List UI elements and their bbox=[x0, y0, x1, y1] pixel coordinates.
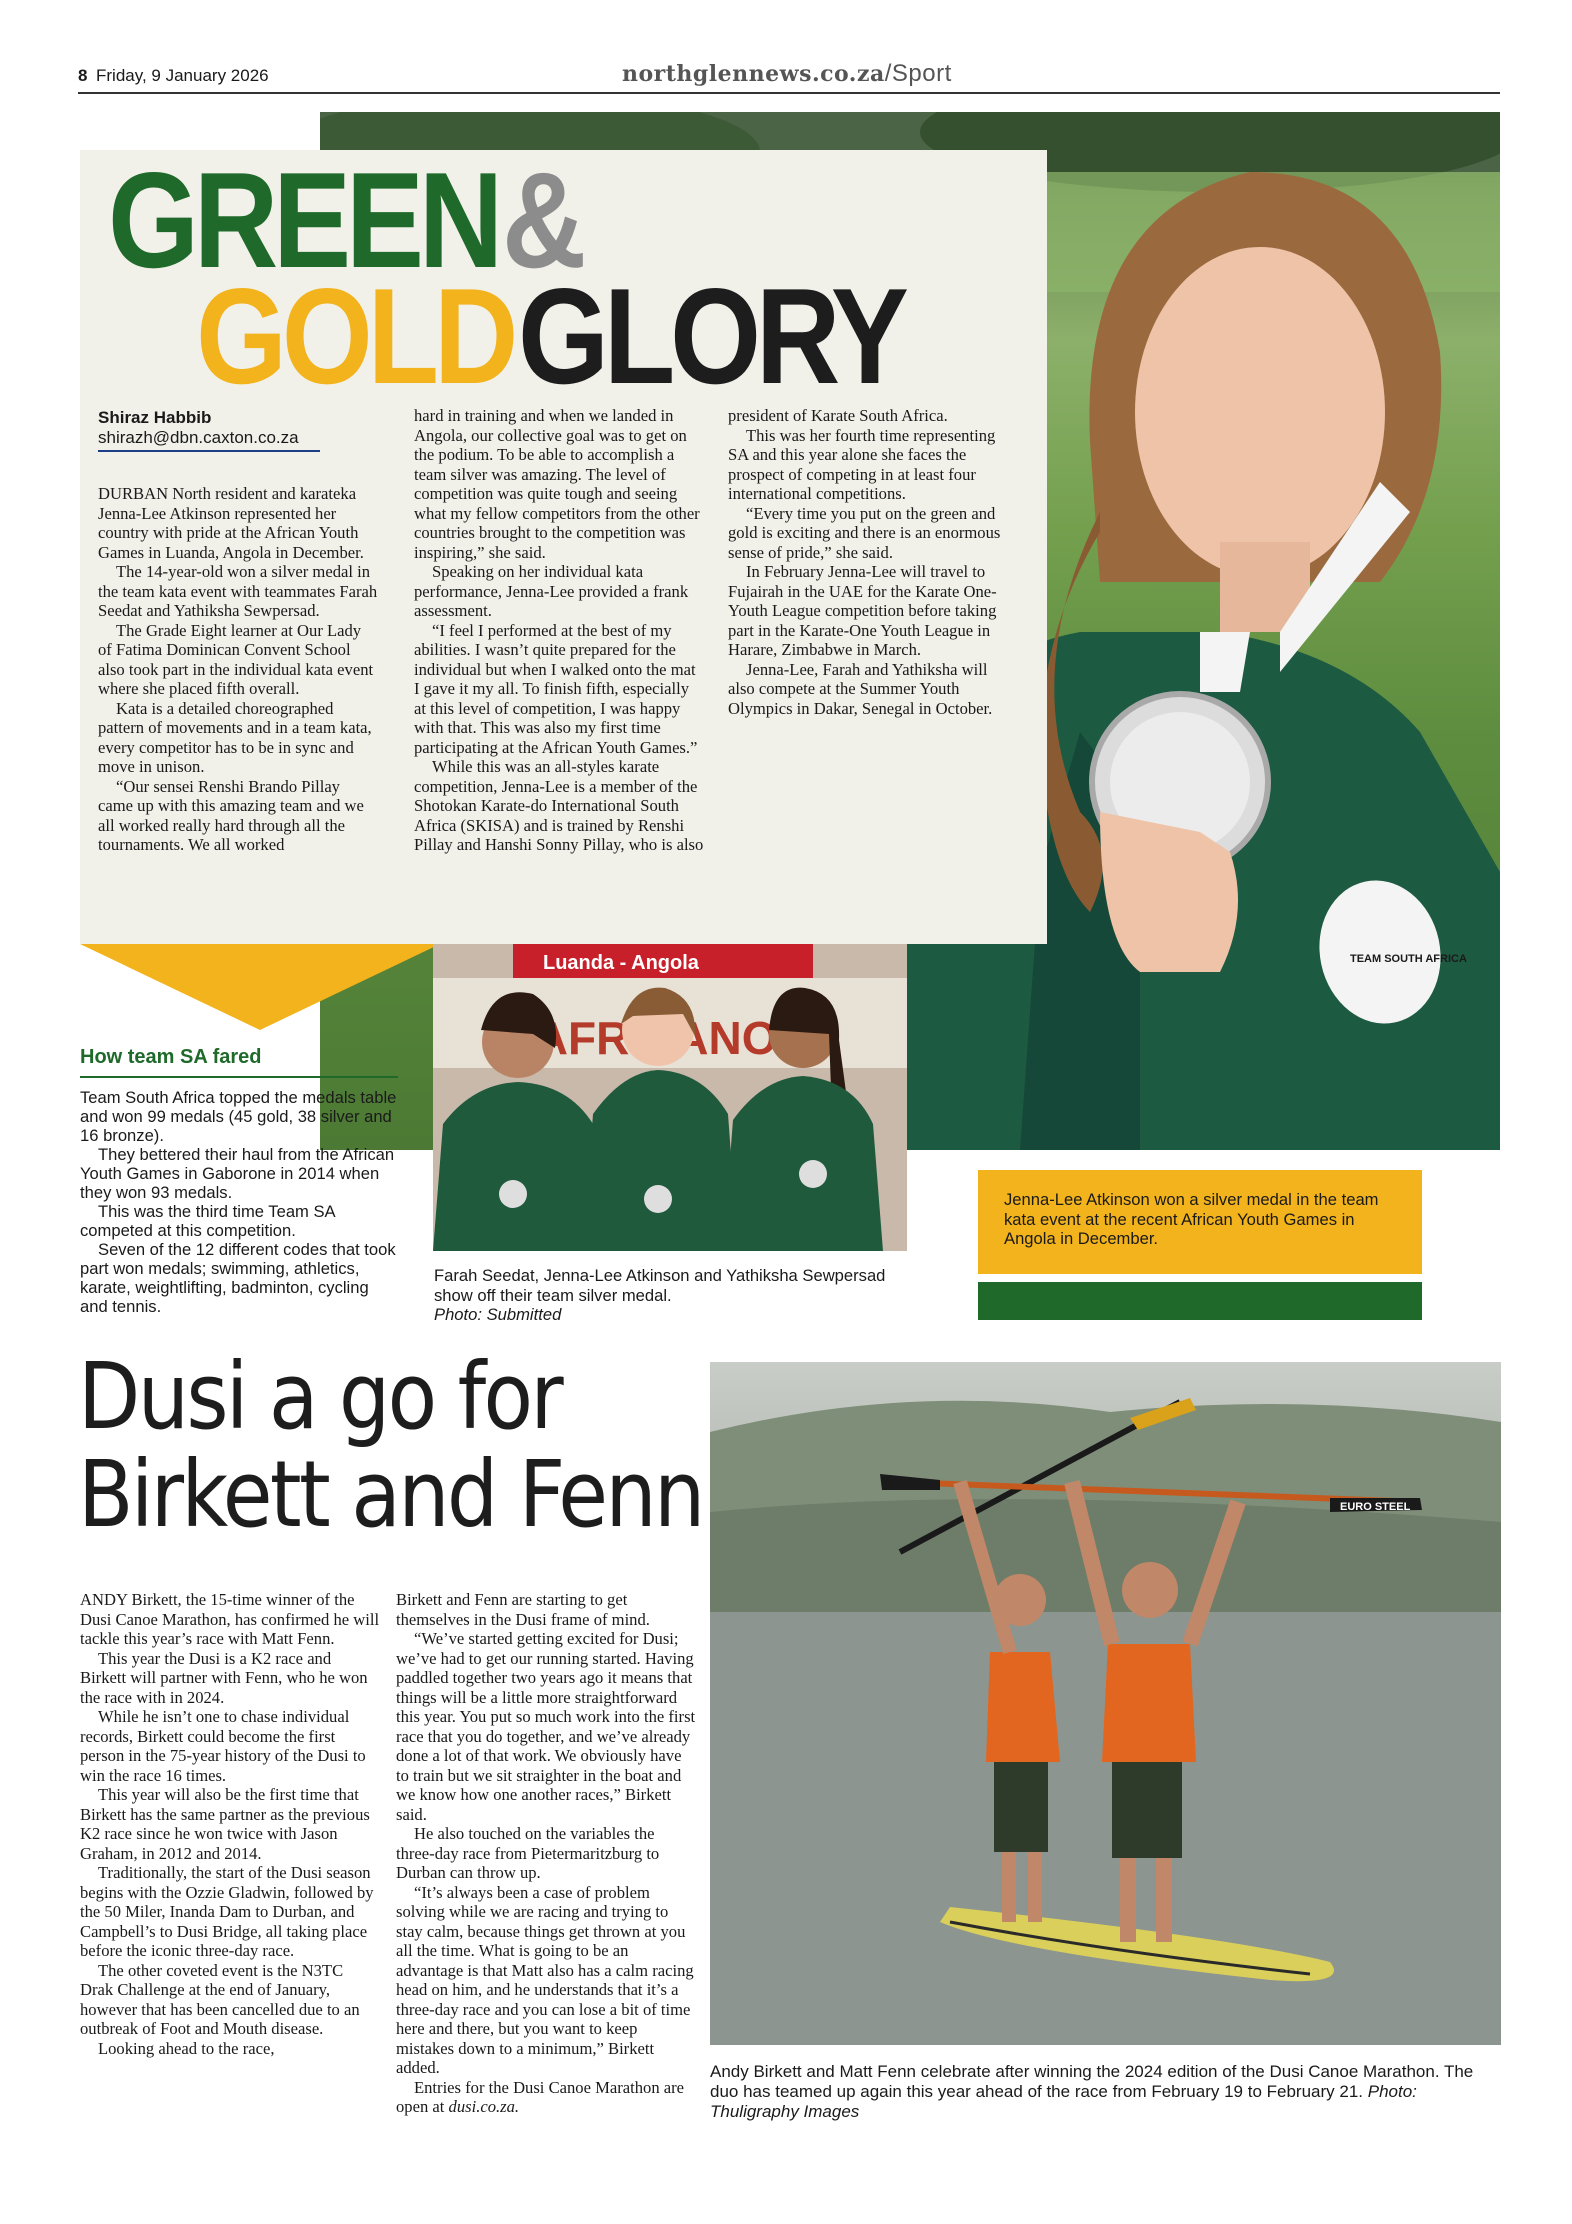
dusi-website-link[interactable]: dusi.co.za. bbox=[448, 2097, 520, 2116]
paragraph: This year the Dusi is a K2 race and Birkett will partner with Fenn, who he won the race with in 2024. bbox=[80, 1648, 368, 1707]
paragraph: This was the third time Team SA competed at this competition. bbox=[80, 1202, 335, 1240]
sidebar-title: How team SA fared bbox=[80, 1046, 262, 1068]
paragraph: Team South Africa topped the medals table and won 99 medals (45 gold, 38 silver and 16 bronze). bbox=[80, 1088, 397, 1145]
main-photo-caption: Jenna-Lee Atkinson won a silver medal in the team kata event at the recent African Youth Games in Angola in December. bbox=[1004, 1190, 1379, 1248]
dusi-headline: Dusi a go for Birkett and Fenn bbox=[78, 1343, 703, 1548]
section-name: /Sport bbox=[884, 60, 952, 87]
paragraph: Traditionally, the start of the Dusi season begins with the Ozzie Gladwin, followed by the 50 Miler, Inanda Dam to Durban, and Campbell’s to Dusi Bridge, all taking place before the iconic three-day race. bbox=[80, 1863, 374, 1960]
header-rule bbox=[78, 92, 1500, 94]
dusi-photo-illustration bbox=[710, 1362, 1501, 2045]
paragraph: While this was an all-styles karate competition, Jenna-Lee is a member of the Shotokan Karate-do International South Africa (SKISA) and is trained by Renshi Pillay and Hanshi Sonny Pillay, who is also bbox=[414, 757, 704, 854]
paragraph: “It’s always been a case of problem solving while we are racing and trying to stay calm, because things get thrown at you all the time. What is going to be an advantage is that Matt also has a calm racing head on him, and he understands that it’s a three-day race and you can lose a bit of time here and there, but you want to keep mistakes down to a minimum,” Birkett added. bbox=[396, 1882, 694, 2077]
paragraph: “Every time you put on the green and gold is exciting and there is an enormous sense of pride,” she said. bbox=[728, 503, 1001, 562]
paragraph: “We’ve started getting excited for Dusi; we’ve had to get our running started. Having paddled together two years ago it means that things will be a little more straightforward this year. You put so much work into the first race that you do together, and we’ve already done a lot of that work. We obviously have to train but we sit straighter in the boat and we know how one another races,” Birkett said. bbox=[396, 1629, 696, 1824]
dusi-column-1 bbox=[80, 1590, 380, 2058]
feature-column-1 bbox=[98, 484, 378, 855]
paragraph: The other coveted event is the N3TC Drak Challenge at the end of January, however that has been cancelled due to an outbreak of Foot and Mouth disease. bbox=[80, 1960, 360, 2038]
headline-glory: GLORY bbox=[518, 260, 904, 412]
paragraph: “I feel I performed at the best of my abilities. I wasn’t quite prepared for the individual but when I walked onto the mat I gave it my all. To finish fifth, especially at this level of competition, I was happy with that. This was also my first time participating at the African Youth Games.” bbox=[414, 620, 698, 757]
team-badge-text: TEAM SOUTH AFRICA bbox=[1350, 953, 1467, 965]
headline-ampersand: & bbox=[502, 144, 587, 296]
page-number: 8 bbox=[78, 66, 88, 85]
paddle-text: EURO STEEL bbox=[1340, 1501, 1411, 1513]
feature-column-3 bbox=[728, 406, 1018, 718]
paragraph: Looking ahead to the race, bbox=[98, 2038, 275, 2058]
sidebar-body bbox=[80, 1088, 400, 1316]
dusi-column-2 bbox=[396, 1590, 696, 2117]
team-photo-illustration bbox=[433, 944, 907, 1251]
paragraph: The 14-year-old won a silver medal in the team kata event with teammates Farah Seedat and Yathiksha Sewpersad. bbox=[98, 562, 378, 620]
headline-gold: GOLD bbox=[196, 260, 514, 412]
team-photo-caption bbox=[434, 1266, 894, 1325]
paragraph: While he isn’t one to chase individual records, Birkett could become the first person in the 75-year history of the Dusi to win the race 16 times. bbox=[80, 1707, 366, 1785]
yellow-triangle-decoration bbox=[80, 944, 440, 1030]
paragraph-text: Entries for the Dusi Canoe Marathon are open at bbox=[396, 2077, 685, 2116]
photo-credit: Photo: Submitted bbox=[434, 1305, 562, 1324]
team-photo bbox=[433, 944, 907, 1251]
paragraph: This was her fourth time representing SA and this year alone she faces the prospect of competing in at least four international competitions. bbox=[728, 425, 996, 503]
paragraph: hard in training and when we landed in Angola, our collective goal was to get on the podium. To be able to accomplish a team silver was amazing. The level of competition was quite tough and seeing what my fellow competitors from the other countries brought to the competition was inspiring,” she said. bbox=[414, 406, 700, 562]
photo-credit: Photo: Thuligraphy Images bbox=[710, 2082, 1417, 2121]
author-email-link[interactable]: shirazh@dbn.caxton.co.za bbox=[98, 428, 320, 452]
paragraph: Speaking on her individual kata performance, Jenna-Lee provided a frank assessment. bbox=[414, 562, 689, 620]
caption-text: Andy Birkett and Matt Fenn celebrate after winning the 2024 edition of the Dusi Canoe Marathon. The duo has teamed up again this year ahead of the race from February 19 to February 21. bbox=[710, 2062, 1474, 2101]
paragraph bbox=[396, 2078, 696, 2117]
paragraph: Seven of the 12 different codes that took part won medals; swimming, athletics, karate, weightlifting, badminton, cycling and tennis. bbox=[80, 1240, 396, 1316]
paragraph: Kata is a detailed choreographed pattern of movements and in a team kata, every competitor has to be in sync and move in unison. bbox=[98, 698, 372, 776]
feature-column-2 bbox=[414, 406, 704, 855]
paragraph: ANDY Birkett, the 15-time winner of the Dusi Canoe Marathon, has confirmed he will tackle this year’s race with Matt Fenn. bbox=[80, 1590, 380, 1648]
masthead bbox=[622, 60, 952, 88]
paragraph: president of Karate South Africa. bbox=[728, 406, 948, 425]
site-name: northglennews.co.za bbox=[622, 61, 885, 87]
paragraph: This year will also be the first time that Birkett has the same partner as the previous K2 race since he won twice with Jason Graham, in 2012 and 2014. bbox=[80, 1785, 370, 1863]
sidebar-rule bbox=[80, 1076, 398, 1078]
issue-date: Friday, 9 January 2026 bbox=[96, 66, 269, 85]
headline-green: GREEN bbox=[108, 144, 499, 296]
paragraph: DURBAN North resident and karateka Jenna-Lee Atkinson represented her country with pride at the African Youth Games in Luanda, Angola in December. bbox=[98, 484, 364, 562]
paragraph: In February Jenna-Lee will travel to Fujairah in the UAE for the Karate One-Youth League competition before taking part in the Karate-One Youth League in Harare, Zimbabwe in March. bbox=[728, 562, 997, 659]
green-bar-decoration bbox=[978, 1282, 1422, 1320]
dusi-photo-caption bbox=[710, 2062, 1500, 2122]
dusi-photo bbox=[710, 1362, 1501, 2045]
paragraph: They bettered their haul from the African Youth Games in Gaborone in 2014 when they won 93 medals. bbox=[80, 1145, 395, 1202]
paragraph: The Grade Eight learner at Our Lady of Fatima Dominican Convent School also took part in the individual kata event where she placed fifth overall. bbox=[98, 620, 374, 698]
paragraph: Jenna-Lee, Farah and Yathiksha will also compete at the Summer Youth Olympics in Dakar, Senegal in October. bbox=[728, 659, 993, 718]
banner-text: Luanda - Angola bbox=[543, 952, 699, 974]
caption-text: Farah Seedat, Jenna-Lee Atkinson and Yathiksha Sewpersad show off their team silver medal. bbox=[434, 1266, 886, 1305]
author-name: Shiraz Habbib bbox=[98, 408, 212, 427]
paragraph: Birkett and Fenn are starting to get themselves in the Dusi frame of mind. bbox=[396, 1590, 650, 1629]
paragraph: He also touched on the variables the three-day race from Pietermaritzburg to Durban can throw up. bbox=[396, 1824, 660, 1882]
paragraph: “Our sensei Renshi Brando Pillay came up with this amazing team and we all worked really hard through all the tournaments. We all worked bbox=[98, 776, 364, 854]
